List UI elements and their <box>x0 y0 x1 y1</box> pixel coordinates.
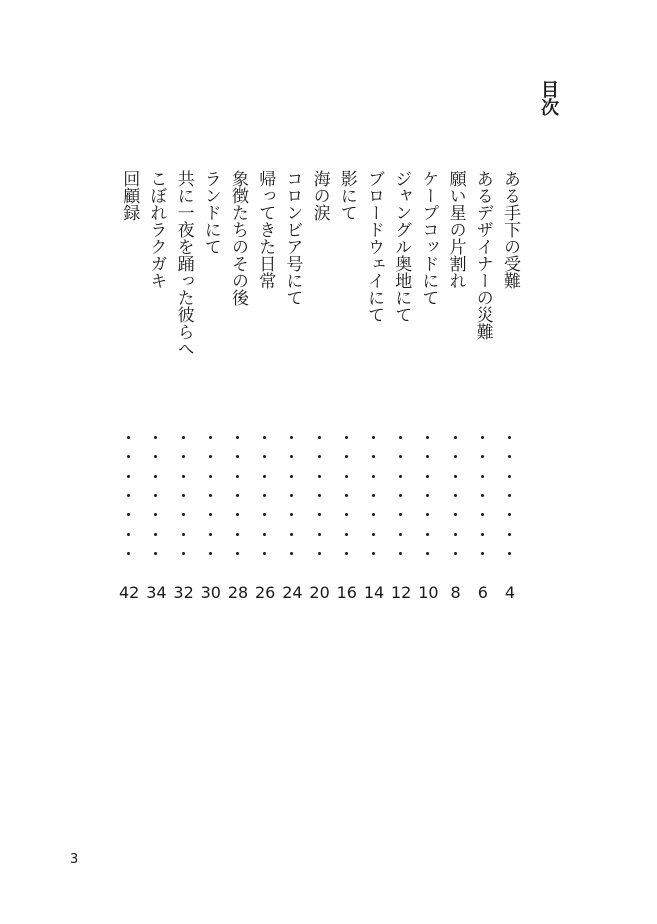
leader-dot <box>399 494 402 497</box>
toc-leader-dots <box>171 432 197 572</box>
leader-dot <box>209 513 212 516</box>
toc-entry-page: 20 <box>309 583 330 602</box>
leader-dot <box>426 475 429 478</box>
leader-dot <box>127 494 130 497</box>
leader-dot <box>345 513 348 516</box>
leader-dot <box>154 475 157 478</box>
leader-dot <box>345 494 348 497</box>
toc-entry-page: 34 <box>146 583 167 602</box>
leader-dot <box>481 513 484 516</box>
leader-dot <box>372 475 375 478</box>
toc-entry-title: 共に一夜を踊った彼らへ <box>173 170 194 357</box>
toc-entry-page: 12 <box>391 583 412 602</box>
leader-dot <box>345 436 348 439</box>
leader-dot <box>209 533 212 536</box>
leader-dot <box>182 494 185 497</box>
toc-leader-dots <box>443 432 469 572</box>
leader-dot <box>182 513 185 516</box>
leader-dot <box>290 475 293 478</box>
leader-dot <box>263 494 266 497</box>
leader-dot <box>426 513 429 516</box>
toc-leader-dots <box>415 432 441 572</box>
leader-dot <box>426 533 429 536</box>
leader-dot <box>372 533 375 536</box>
toc-entry-title: コロンビア号にて <box>282 170 303 306</box>
leader-dot <box>263 436 266 439</box>
leader-dot <box>399 436 402 439</box>
toc-entry-page: 16 <box>336 583 357 602</box>
leader-dot <box>399 455 402 458</box>
leader-dot <box>454 475 457 478</box>
leader-dot <box>127 475 130 478</box>
toc-leader-dots <box>198 432 224 572</box>
toc-entry-page: 24 <box>282 583 303 602</box>
leader-dot <box>508 494 511 497</box>
leader-dot <box>127 455 130 458</box>
leader-dot <box>318 475 321 478</box>
leader-dot <box>318 494 321 497</box>
toc-leader-dots <box>497 432 523 572</box>
leader-dot <box>154 552 157 555</box>
leader-dot <box>481 552 484 555</box>
leader-dot <box>154 533 157 536</box>
toc-entry-title: ある手下の受難 <box>500 170 520 289</box>
leader-dot <box>290 494 293 497</box>
leader-dot <box>263 533 266 536</box>
leader-dot <box>290 552 293 555</box>
leader-dot <box>236 475 239 478</box>
leader-dot <box>508 513 511 516</box>
toc-entry-title: あるデザイナーの災難 <box>472 170 493 340</box>
leader-dot <box>290 436 293 439</box>
toc-entry-page: 14 <box>363 583 385 602</box>
leader-dot <box>236 436 239 439</box>
toc-entry-page: 28 <box>227 583 249 602</box>
toc-entry-title: 願い星の片割れ <box>445 170 466 289</box>
leader-dot <box>318 436 321 439</box>
toc-entry-title: 回顧録 <box>119 170 140 221</box>
leader-dot <box>263 455 266 458</box>
leader-dot <box>236 533 239 536</box>
leader-dot <box>454 513 457 516</box>
leader-dot <box>182 533 185 536</box>
toc-leader-dots <box>470 432 496 572</box>
leader-dot <box>508 436 511 439</box>
leader-dot <box>154 455 157 458</box>
leader-dot <box>426 455 429 458</box>
leader-dot <box>209 455 212 458</box>
toc-leader-dots <box>143 432 169 572</box>
leader-dot <box>263 513 266 516</box>
leader-dot <box>454 552 457 555</box>
leader-dot <box>454 436 457 439</box>
leader-dot <box>182 436 185 439</box>
leader-dot <box>399 513 402 516</box>
leader-dot <box>236 494 239 497</box>
toc-entry-title: こぼれラクガキ <box>146 170 167 289</box>
toc-entry-title: ジャングル奥地にて <box>391 170 412 323</box>
leader-dot <box>318 455 321 458</box>
toc-entry-page: 6 <box>477 583 488 602</box>
leader-dot <box>182 475 185 478</box>
leader-dot <box>209 494 212 497</box>
leader-dot <box>481 436 484 439</box>
toc-leader-dots <box>252 432 278 572</box>
leader-dot <box>318 533 321 536</box>
leader-dot <box>426 436 429 439</box>
toc-entry-title: 影にて <box>336 170 357 221</box>
toc-entry-title: 海の涙 <box>309 170 330 221</box>
toc-entry-title: ケープコッドにて <box>418 170 439 306</box>
toc-entry-page: 4 <box>504 583 516 602</box>
leader-dot <box>345 552 348 555</box>
leader-dot <box>154 513 157 516</box>
toc-entry-title: ブロードウェイにて <box>364 170 384 323</box>
leader-dot <box>236 513 239 516</box>
leader-dot <box>318 513 321 516</box>
toc-leader-dots <box>225 432 251 572</box>
leader-dot <box>182 552 185 555</box>
leader-dot <box>290 533 293 536</box>
toc-entry-page: 30 <box>200 583 221 602</box>
leader-dot <box>454 455 457 458</box>
leader-dot <box>508 533 511 536</box>
leader-dot <box>372 513 375 516</box>
leader-dot <box>481 475 484 478</box>
toc-leader-dots <box>334 432 360 572</box>
leader-dot <box>399 533 402 536</box>
toc-heading: 目次 <box>538 80 559 116</box>
leader-dot <box>154 436 157 439</box>
toc-entry-page: 42 <box>119 583 140 602</box>
leader-dot <box>372 494 375 497</box>
leader-dot <box>236 455 239 458</box>
leader-dot <box>454 533 457 536</box>
toc-leader-dots <box>116 432 142 572</box>
leader-dot <box>209 436 212 439</box>
leader-dot <box>508 475 511 478</box>
leader-dot <box>399 552 402 555</box>
toc-entry-page: 10 <box>418 583 439 602</box>
toc-entry-page: 26 <box>255 583 276 602</box>
toc-entry-title: 帰ってきた日常 <box>255 170 276 289</box>
leader-dot <box>290 513 293 516</box>
leader-dot <box>508 552 511 555</box>
leader-dot <box>182 455 185 458</box>
leader-dot <box>345 533 348 536</box>
toc-leader-dots <box>388 432 414 572</box>
leader-dot <box>399 475 402 478</box>
leader-dot <box>236 552 239 555</box>
leader-dot <box>318 552 321 555</box>
leader-dot <box>209 475 212 478</box>
leader-dot <box>372 436 375 439</box>
leader-dot <box>127 552 130 555</box>
toc-leader-dots <box>279 432 305 572</box>
toc-leader-dots <box>361 432 387 572</box>
leader-dot <box>426 552 429 555</box>
leader-dot <box>127 436 130 439</box>
leader-dot <box>345 475 348 478</box>
leader-dot <box>508 455 511 458</box>
leader-dot <box>290 455 293 458</box>
leader-dot <box>209 552 212 555</box>
leader-dot <box>481 494 484 497</box>
leader-dot <box>263 475 266 478</box>
leader-dot <box>127 513 130 516</box>
leader-dot <box>481 455 484 458</box>
leader-dot <box>426 494 429 497</box>
leader-dot <box>454 494 457 497</box>
leader-dot <box>154 494 157 497</box>
toc-entry-title: 象徴たちのその後 <box>228 170 248 306</box>
toc-entry-page: 8 <box>450 583 461 602</box>
leader-dot <box>127 533 130 536</box>
toc-entry-page: 32 <box>173 583 194 602</box>
toc-entry-title: ランドにて <box>200 170 221 255</box>
leader-dot <box>345 455 348 458</box>
leader-dot <box>372 552 375 555</box>
toc-leader-dots <box>307 432 333 572</box>
leader-dot <box>481 533 484 536</box>
leader-dot <box>372 455 375 458</box>
leader-dot <box>263 552 266 555</box>
page-number: 3 <box>70 852 79 867</box>
